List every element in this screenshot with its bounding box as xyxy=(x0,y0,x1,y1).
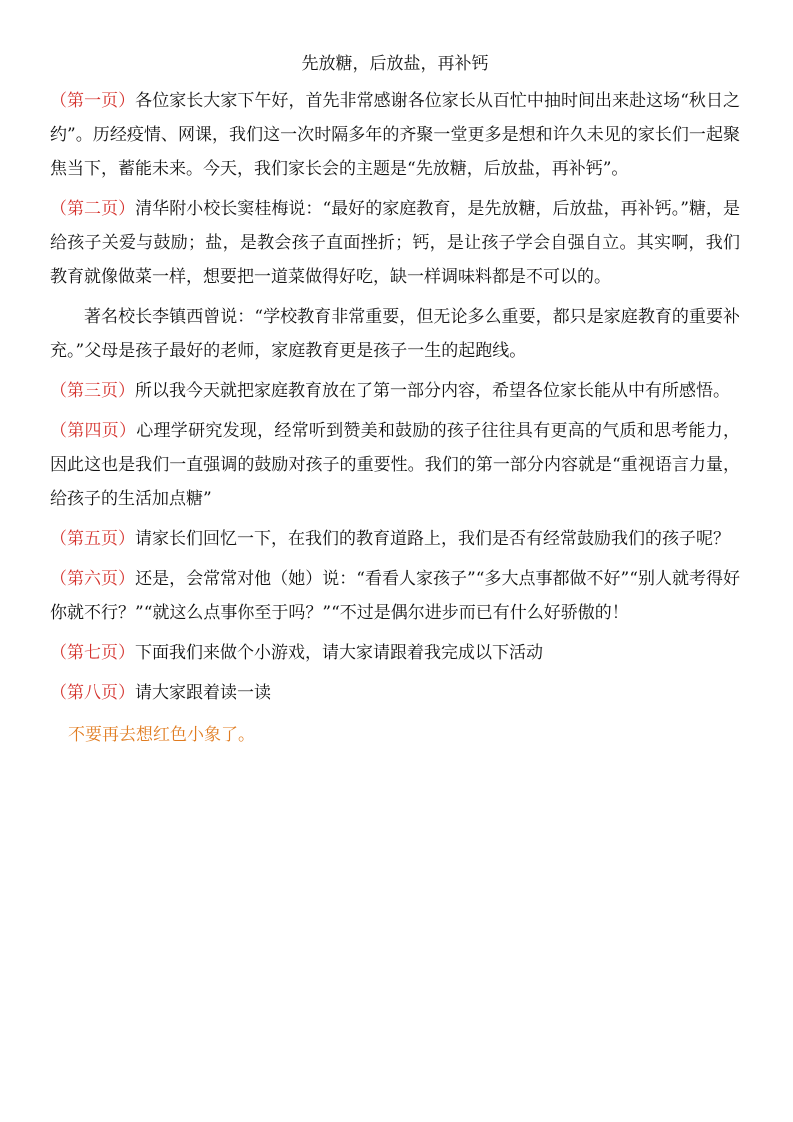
paragraph-page-2 xyxy=(50,192,740,294)
paragraph-text: 心理学研究发现，经常听到赞美和鼓励的孩子往往具有更高的气质和思考能力，因此这也是我们一直强调的鼓励对孩子的重要性。我们的第一部分内容就是“重视语言力量，给孩子的生活加点糖” xyxy=(50,421,741,509)
paragraph-text: 清华附小校长窦桂梅说：“最好的家庭教育，是先放糖，后放盐，再补钙。”糖，是给孩子关爱与鼓励；盐，是教会孩子直面挫折；钙，是让孩子学会自强自立。其实啊，我们教育就像做菜一样，想要把一道菜做得好吃，缺一样调味料都是不可以的。 xyxy=(50,199,740,287)
paragraph-text: 所以我今天就把家庭教育放在了第一部分内容，希望各位家长能从中有所感悟。 xyxy=(135,381,730,401)
paragraph-page-7 xyxy=(50,636,740,670)
document-title: 先放糖，后放盐，再补钙 xyxy=(301,54,489,74)
highlight-line: 不要再去想红色小象了。 xyxy=(68,725,255,745)
paragraph-quote xyxy=(50,300,740,368)
page-tag: （第二页） xyxy=(50,199,136,219)
paragraph-page-5 xyxy=(50,522,740,556)
page-tag: （第四页） xyxy=(50,421,137,441)
paragraph-page-1 xyxy=(50,84,740,186)
paragraph-page-6 xyxy=(50,562,740,630)
paragraph-text: 各位家长大家下午好，首先非常感谢各位家长从百忙中抽时间出来赴这场“秋日之约”。历经疫情、网课，我们这一次时隔多年的齐聚一堂更多是想和许久未见的家长们一起聚焦当下，蓄能未来。今天，我们家长会的主题是“先放糖，后放盐，再补钙”。 xyxy=(50,91,740,179)
paragraph-text: 请大家跟着读一读 xyxy=(135,683,271,703)
page-tag: （第三页） xyxy=(50,381,135,401)
paragraph-page-4 xyxy=(50,414,740,516)
page-tag: （第六页） xyxy=(50,569,136,589)
paragraph-page-8 xyxy=(50,676,740,710)
page-tag: （第七页） xyxy=(50,643,135,663)
page-tag: （第八页） xyxy=(50,683,135,703)
paragraph-text: 还是，会常常对他（她）说：“看看人家孩子”“多大点事都做不好”“别人就考得好你就不行？”“就这么点事你至于吗？”“不过是偶尔进步而已有什么好骄傲的！ xyxy=(50,569,741,623)
document-page xyxy=(50,52,740,752)
paragraph-page-3 xyxy=(50,374,740,408)
paragraph-text: 请家长们回忆一下，在我们的教育道路上，我们是否有经常鼓励我们的孩子呢？ xyxy=(135,529,730,549)
page-tag: （第五页） xyxy=(50,529,135,549)
page-tag: （第一页） xyxy=(50,91,136,111)
paragraph-text: 著名校长李镇西曾说：“学校教育非常重要，但无论多么重要，都只是家庭教育的重要补充。”父母是孩子最好的老师，家庭教育更是孩子一生的起跑线。 xyxy=(50,307,740,361)
paragraph-text: 下面我们来做个小游戏，请大家请跟着我完成以下活动 xyxy=(135,643,543,663)
